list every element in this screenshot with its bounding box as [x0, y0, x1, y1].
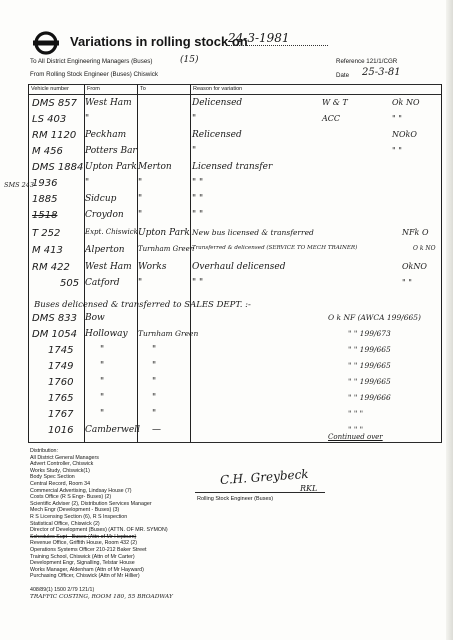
- distribution-item: Operations Systems Officer 210-212 Baker Street: [30, 546, 147, 553]
- vehicle-number: DM 1054: [32, 329, 77, 340]
- footer-note: TRAFFIC COSTING, ROOM 180, 55 BROADWAY: [30, 594, 173, 600]
- table-row: [30, 261, 440, 278]
- vehicle-number: 1885: [32, 194, 58, 205]
- note: " " 199/666: [348, 393, 391, 402]
- distribution-item: Works Study, Chiswick(1): [30, 467, 90, 474]
- table-row: [30, 344, 440, 361]
- table-row: [30, 227, 440, 244]
- table-row: [30, 209, 440, 226]
- from-garage: Expt. Chiswick: [85, 228, 138, 236]
- from-garage: ": [100, 393, 105, 403]
- from-garage: ": [100, 377, 105, 387]
- table-row: [30, 360, 440, 377]
- distribution-item: Commercial Advertising, Lindsay House (7): [30, 487, 132, 494]
- table-row: [30, 312, 440, 329]
- vehicle-number: M 413: [32, 245, 63, 256]
- column-header-to: To: [140, 86, 146, 92]
- table-row: [30, 408, 440, 425]
- from-garage: West Ham: [85, 98, 132, 108]
- to-garage: ": [152, 377, 157, 387]
- from-garage: Potters Bar: [85, 146, 137, 156]
- note: " " 199/665: [348, 345, 391, 354]
- from-garage: ": [85, 114, 90, 124]
- table-row: [30, 244, 440, 261]
- table-row: [30, 97, 440, 114]
- reason: New bus licensed & transferred: [192, 228, 314, 237]
- vehicle-number: 1518: [32, 210, 58, 221]
- distribution-item: Works Manager, Aldenham (Attn of Mr Hayward): [30, 566, 144, 573]
- from-garage: Bow: [85, 313, 105, 323]
- table-row: [30, 277, 440, 294]
- reason: Overhaul delicensed: [192, 262, 286, 272]
- distribution-heading: Distribution:: [30, 448, 58, 454]
- date-label: Date: [336, 72, 350, 79]
- vehicle-number: T 252: [32, 228, 61, 239]
- reason: " ": [192, 178, 204, 188]
- distribution-item: Costs Office (R S Engr- Buses) (2): [30, 494, 112, 501]
- note: " " ": [348, 409, 364, 418]
- vehicle-number: RM 422: [32, 262, 70, 273]
- to-garage: ": [138, 178, 143, 188]
- status-code: NFk O: [402, 228, 429, 237]
- reason: Relicensed: [192, 130, 242, 140]
- margin-note: SMS 243: [4, 181, 35, 189]
- vehicle-number: 1745: [48, 345, 74, 356]
- reason: Licensed transfer: [192, 162, 273, 172]
- note: W & T: [322, 98, 348, 107]
- form-code: 408/89(1) 1500 2/79 121/1): [30, 587, 95, 593]
- table-row: [30, 129, 440, 146]
- to-garage: ": [138, 210, 143, 220]
- table-row: [30, 376, 440, 393]
- from-garage: Sidcup: [85, 194, 117, 204]
- vehicle-number: DMS 833: [32, 313, 77, 324]
- signature-line: [195, 492, 325, 493]
- vehicle-number: LS 403: [32, 114, 67, 125]
- to-garage: ": [152, 409, 157, 419]
- table-row: [30, 145, 440, 162]
- distribution-item: Revenue Office, Griffith House, Room 432 (2): [30, 540, 137, 547]
- distribution-item: Scientific Adviser (2), Distribution Services Manager: [30, 500, 152, 507]
- from-garage: ": [100, 409, 105, 419]
- to-garage: ": [152, 393, 157, 403]
- distribution-item: Statistical Office, Chiswick (2): [30, 520, 100, 527]
- to-garage: —: [152, 425, 161, 435]
- table-row: [30, 161, 440, 178]
- reason: Transferred & delicensed (SERVICE TO MECH TRAINER): [192, 245, 358, 251]
- table-row: [30, 113, 440, 130]
- vehicle-number: RM 1120: [32, 130, 77, 141]
- note: " " 199/665: [348, 377, 391, 386]
- to-garage: Turnham Green: [138, 329, 199, 338]
- reason: Delicensed: [192, 98, 243, 108]
- roundel-logo: [33, 30, 59, 56]
- to-garage: Upton Park: [138, 228, 190, 238]
- to-garage: Turnham Green: [138, 245, 195, 253]
- from-garage: West Ham: [85, 262, 132, 272]
- distribution-item: R S Licensing Section (6), R S Inspection: [30, 513, 128, 520]
- vehicle-number: 505: [60, 278, 80, 289]
- distribution-item: Purchasing Officer, Chiswick (Attn of Mr Hillier): [30, 573, 140, 580]
- addressee-mark: (15): [180, 55, 199, 65]
- from-garage: Camberwell: [85, 425, 140, 435]
- date-value: 25-3-81: [362, 67, 401, 78]
- continued-note: Continued over: [328, 433, 383, 441]
- signature-caption: Rolling Stock Engineer (Buses): [197, 496, 274, 502]
- reference: Reference 121/1/CGR: [336, 58, 398, 65]
- status-code: " ": [402, 278, 412, 287]
- to-garage: Merton: [138, 162, 172, 172]
- status-code: " ": [392, 114, 402, 123]
- distribution-item: Schedules Supt - Buses (Attn of Mr Hepburn): [30, 533, 137, 540]
- from-garage: ": [85, 178, 90, 188]
- status-code: O k NO: [413, 245, 436, 252]
- addressee: To All District Engineering Managers (Buses): [30, 58, 153, 65]
- signature: C.H. Greybeck: [219, 466, 310, 488]
- distribution-item: Training School, Chiswick (Attn of Mr Carter): [30, 553, 135, 560]
- note: ACC: [322, 114, 341, 123]
- reason: " ": [192, 278, 204, 288]
- vehicle-number: DMS 1884: [32, 162, 84, 173]
- table-row: [30, 193, 440, 210]
- signature-initials: RKL: [300, 484, 318, 493]
- distribution-list: [30, 448, 168, 580]
- distribution-item: Director of Development (Buses) (ATTN. OF MR. SYMON): [30, 527, 168, 534]
- column-header-from: From: [87, 86, 100, 92]
- distribution-item: Mech Engr (Development - Buses) (3): [30, 507, 120, 514]
- from-garage: Peckham: [85, 130, 127, 140]
- to-garage: ": [138, 194, 143, 204]
- reason: " ": [192, 194, 204, 204]
- distribution-item: Advert Controller, Chiswick: [30, 461, 94, 468]
- from-line: From Rolling Stock Engineer (Buses) Chiswick: [30, 71, 158, 78]
- from-garage: ": [100, 345, 105, 355]
- to-garage: ": [138, 278, 143, 288]
- from-garage: Catford: [85, 278, 120, 288]
- section-heading: Buses delicensed & transferred to SALES DEPT. :-: [34, 300, 251, 310]
- from-garage: Alperton: [85, 245, 125, 255]
- from-garage: Holloway: [85, 329, 128, 339]
- from-garage: Upton Park: [85, 162, 137, 172]
- distribution-item: Central Record, Room 34: [30, 480, 91, 487]
- note: O k NF (AWCA 199/665): [328, 313, 421, 322]
- vehicle-number: 1749: [48, 361, 74, 372]
- table-row: [30, 328, 440, 345]
- to-garage: ": [152, 361, 157, 371]
- table-row: [30, 177, 440, 194]
- distribution-item: Development Engr, Signalling, Telstar House: [30, 560, 135, 567]
- vehicle-number: 1760: [48, 377, 74, 388]
- distribution-item: All District General Managers: [30, 454, 99, 461]
- table-row: [30, 392, 440, 409]
- from-garage: ": [100, 361, 105, 371]
- vehicle-number: 1765: [48, 393, 74, 404]
- title-date: 24-3-1981: [228, 31, 328, 46]
- status-code: " ": [392, 146, 402, 155]
- from-garage: Croydon: [85, 210, 124, 220]
- vehicle-number: 1016: [48, 425, 74, 436]
- document-title: Variations in rolling stock on: [70, 34, 248, 49]
- scan-edge: [446, 0, 453, 640]
- distribution-item: Body Spec Section: [30, 474, 75, 481]
- vehicle-number: 1767: [48, 409, 74, 420]
- reason: ": [192, 114, 197, 124]
- column-header-reason: Reason for variation: [193, 86, 243, 92]
- status-code: NOkO: [392, 130, 417, 139]
- vehicle-number: 1936: [32, 178, 58, 189]
- note: " " 199/665: [348, 361, 391, 370]
- column-header-vehicle: Vehicle number: [31, 86, 69, 92]
- vehicle-number: M 456: [32, 146, 63, 157]
- vehicle-number: DMS 857: [32, 98, 77, 109]
- status-code: OkNO: [402, 262, 427, 271]
- reason: " ": [192, 210, 204, 220]
- reason: ": [192, 146, 197, 156]
- note: " " 199/673: [348, 329, 391, 338]
- note: " " ": [348, 425, 364, 434]
- to-garage: Works: [138, 262, 167, 272]
- status-code: Ok NO: [392, 98, 420, 107]
- to-garage: ": [152, 345, 157, 355]
